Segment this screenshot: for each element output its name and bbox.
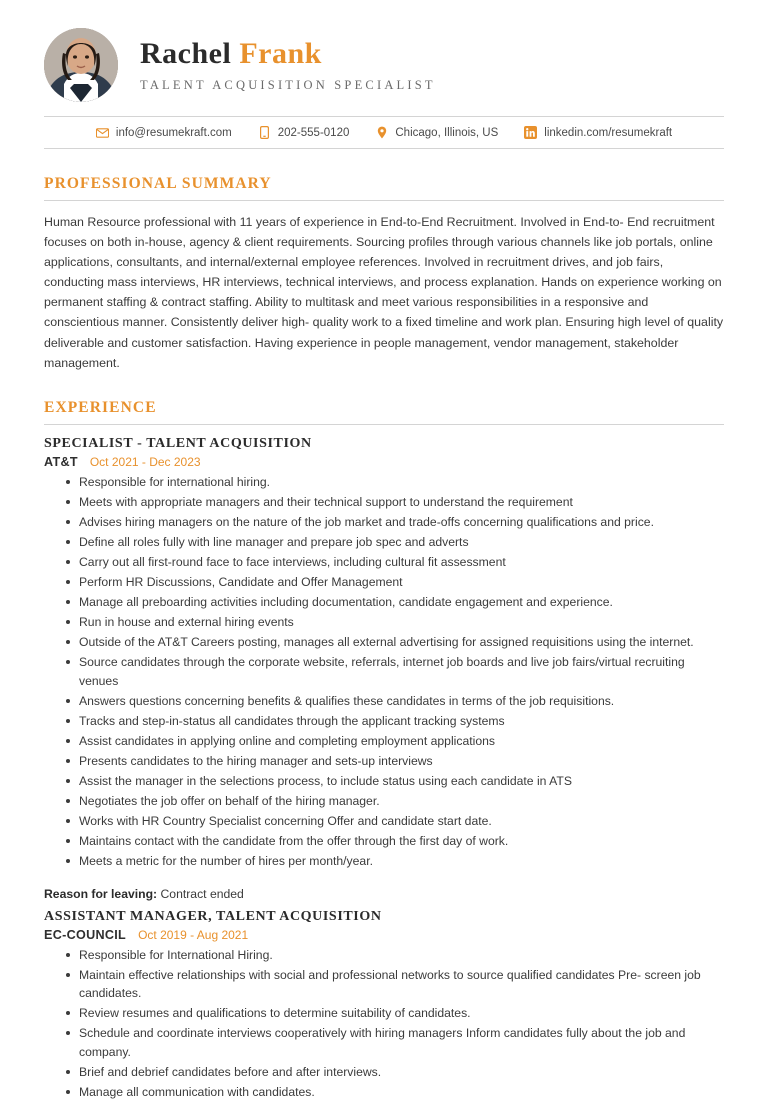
job-company: AT&T bbox=[44, 454, 78, 469]
contact-bar bbox=[44, 116, 724, 149]
list-item: Meets with appropriate managers and their technical support to understand the requirement bbox=[66, 493, 724, 512]
summary-text: Human Resource professional with 11 years of experience in End-to-End Recruitment. Involved in End-to- End recruitment focuses on both in-house, agency & client requirements. Sourcing profiles through various channels like job portals, online applications, consultants, and internal/external employee references. Involved in recruitment drives, and job fairs, conducting mass interviews, HR interviews, technical interviews, and process explanation. Hands on experience working on permanent staffing & contract staffing. Ability to multitask and meet various responsibilities in a responsive and conscientious manner. Consistently deliver high- quality work to a fixed timeline and work plan. Ensuring high level of quality deliverable and customer satisfaction. Having experience in people management, vendor management, stakeholder management. bbox=[44, 215, 724, 370]
list-item: Manage all preboarding activities including documentation, candidate engagement and experience. bbox=[66, 593, 724, 612]
section-divider bbox=[44, 424, 724, 425]
list-item: Tracks and step-in-status all candidates through the applicant tracking systems bbox=[66, 712, 724, 731]
mail-icon bbox=[96, 126, 109, 139]
list-item: Assist the manager in the selections process, to include status using each candidate in ATS bbox=[66, 772, 724, 791]
list-item: Review resumes and qualifications to determine suitability of candidates. bbox=[66, 1004, 724, 1023]
job-meta bbox=[44, 455, 724, 469]
phone-icon bbox=[258, 126, 271, 139]
list-item: Answers questions concerning benefits & qualifies these candidates in terms of the job requisitions. bbox=[66, 692, 724, 711]
headline-job-title: TALENT ACQUISITION SPECIALIST bbox=[140, 78, 436, 92]
list-item: Perform HR Discussions, Candidate and Offer Management bbox=[66, 573, 724, 592]
list-item: Maintains contact with the candidate from the offer through the first day of work. bbox=[66, 832, 724, 851]
linkedin-icon bbox=[524, 126, 537, 139]
list-item: Responsible for International Hiring. bbox=[66, 946, 724, 965]
job-company: EC-COUNCIL bbox=[44, 927, 127, 942]
first-name: Rachel bbox=[140, 37, 232, 70]
list-item: Assist candidates in applying online and completing employment applications bbox=[66, 732, 724, 751]
reason-for-leaving bbox=[44, 887, 724, 901]
reason-for-leaving-value: Contract ended bbox=[160, 886, 244, 901]
list-item: Maintain effective relationships with social and professional networks to source qualified candidates Pre- screen job candidates. bbox=[66, 966, 724, 1003]
name-block bbox=[140, 37, 724, 93]
list-item: Presents candidates to the hiring manager and sets-up interviews bbox=[66, 752, 724, 771]
section-title-summary: PROFESSIONAL SUMMARY bbox=[44, 175, 272, 192]
reason-for-leaving-label: Reason for leaving: bbox=[44, 886, 158, 901]
job-dates: Oct 2021 - Dec 2023 bbox=[89, 454, 201, 469]
job-bullet-list bbox=[44, 946, 724, 1102]
experience-item bbox=[44, 909, 724, 1102]
list-item: Schedule and coordinate interviews cooperatively with hiring managers Inform candidates fully about the job and company. bbox=[66, 1024, 724, 1061]
list-item: Advises hiring managers on the nature of the job market and trade-offs concerning qualifications and price. bbox=[66, 513, 724, 532]
contact-location-label: Chicago, Illinois, US bbox=[395, 126, 499, 139]
last-name: Frank bbox=[239, 37, 322, 70]
job-bullet-list bbox=[44, 473, 724, 871]
list-item: Works with HR Country Specialist concerning Offer and candidate start date. bbox=[66, 812, 724, 831]
list-item: Manage all communication with candidates. bbox=[66, 1083, 724, 1102]
list-item: Run in house and external hiring events bbox=[66, 613, 724, 632]
list-item: Meets a metric for the number of hires per month/year. bbox=[66, 852, 724, 871]
contact-linkedin[interactable] bbox=[524, 126, 672, 139]
page-title bbox=[140, 37, 724, 70]
job-role: ASSISTANT MANAGER, TALENT ACQUISITION bbox=[44, 908, 382, 924]
resume-header bbox=[44, 0, 724, 116]
experience-item bbox=[44, 436, 724, 901]
list-item: Negotiates the job offer on behalf of the hiring manager. bbox=[66, 792, 724, 811]
contact-email[interactable] bbox=[96, 126, 232, 139]
job-meta bbox=[44, 928, 724, 942]
list-item: Define all roles fully with line manager and prepare job spec and adverts bbox=[66, 533, 724, 552]
contact-phone-label: 202-555-0120 bbox=[277, 126, 350, 139]
list-item: Responsible for international hiring. bbox=[66, 473, 724, 492]
contact-linkedin-label: linkedin.com/resumekraft bbox=[544, 126, 673, 139]
section-professional-summary bbox=[44, 175, 724, 373]
section-experience bbox=[44, 399, 724, 1102]
location-pin-icon bbox=[375, 126, 388, 139]
job-role: SPECIALIST - TALENT ACQUISITION bbox=[44, 435, 312, 451]
list-item: Source candidates through the corporate website, referrals, internet job boards and live job fairs/virtual recruiting venues bbox=[66, 653, 724, 690]
contact-phone[interactable] bbox=[258, 126, 350, 139]
contact-location[interactable] bbox=[375, 126, 498, 139]
section-divider bbox=[44, 200, 724, 201]
contact-email-label: info@resumekraft.com bbox=[115, 126, 232, 139]
list-item: Outside of the AT&T Careers posting, manages all external advertising for assigned requisitions using the internet. bbox=[66, 633, 724, 652]
avatar bbox=[44, 28, 118, 102]
list-item: Carry out all first-round face to face interviews, including cultural fit assessment bbox=[66, 553, 724, 572]
list-item: Brief and debrief candidates before and after interviews. bbox=[66, 1063, 724, 1082]
job-dates: Oct 2019 - Aug 2021 bbox=[138, 927, 249, 942]
section-title-experience: EXPERIENCE bbox=[44, 398, 157, 416]
